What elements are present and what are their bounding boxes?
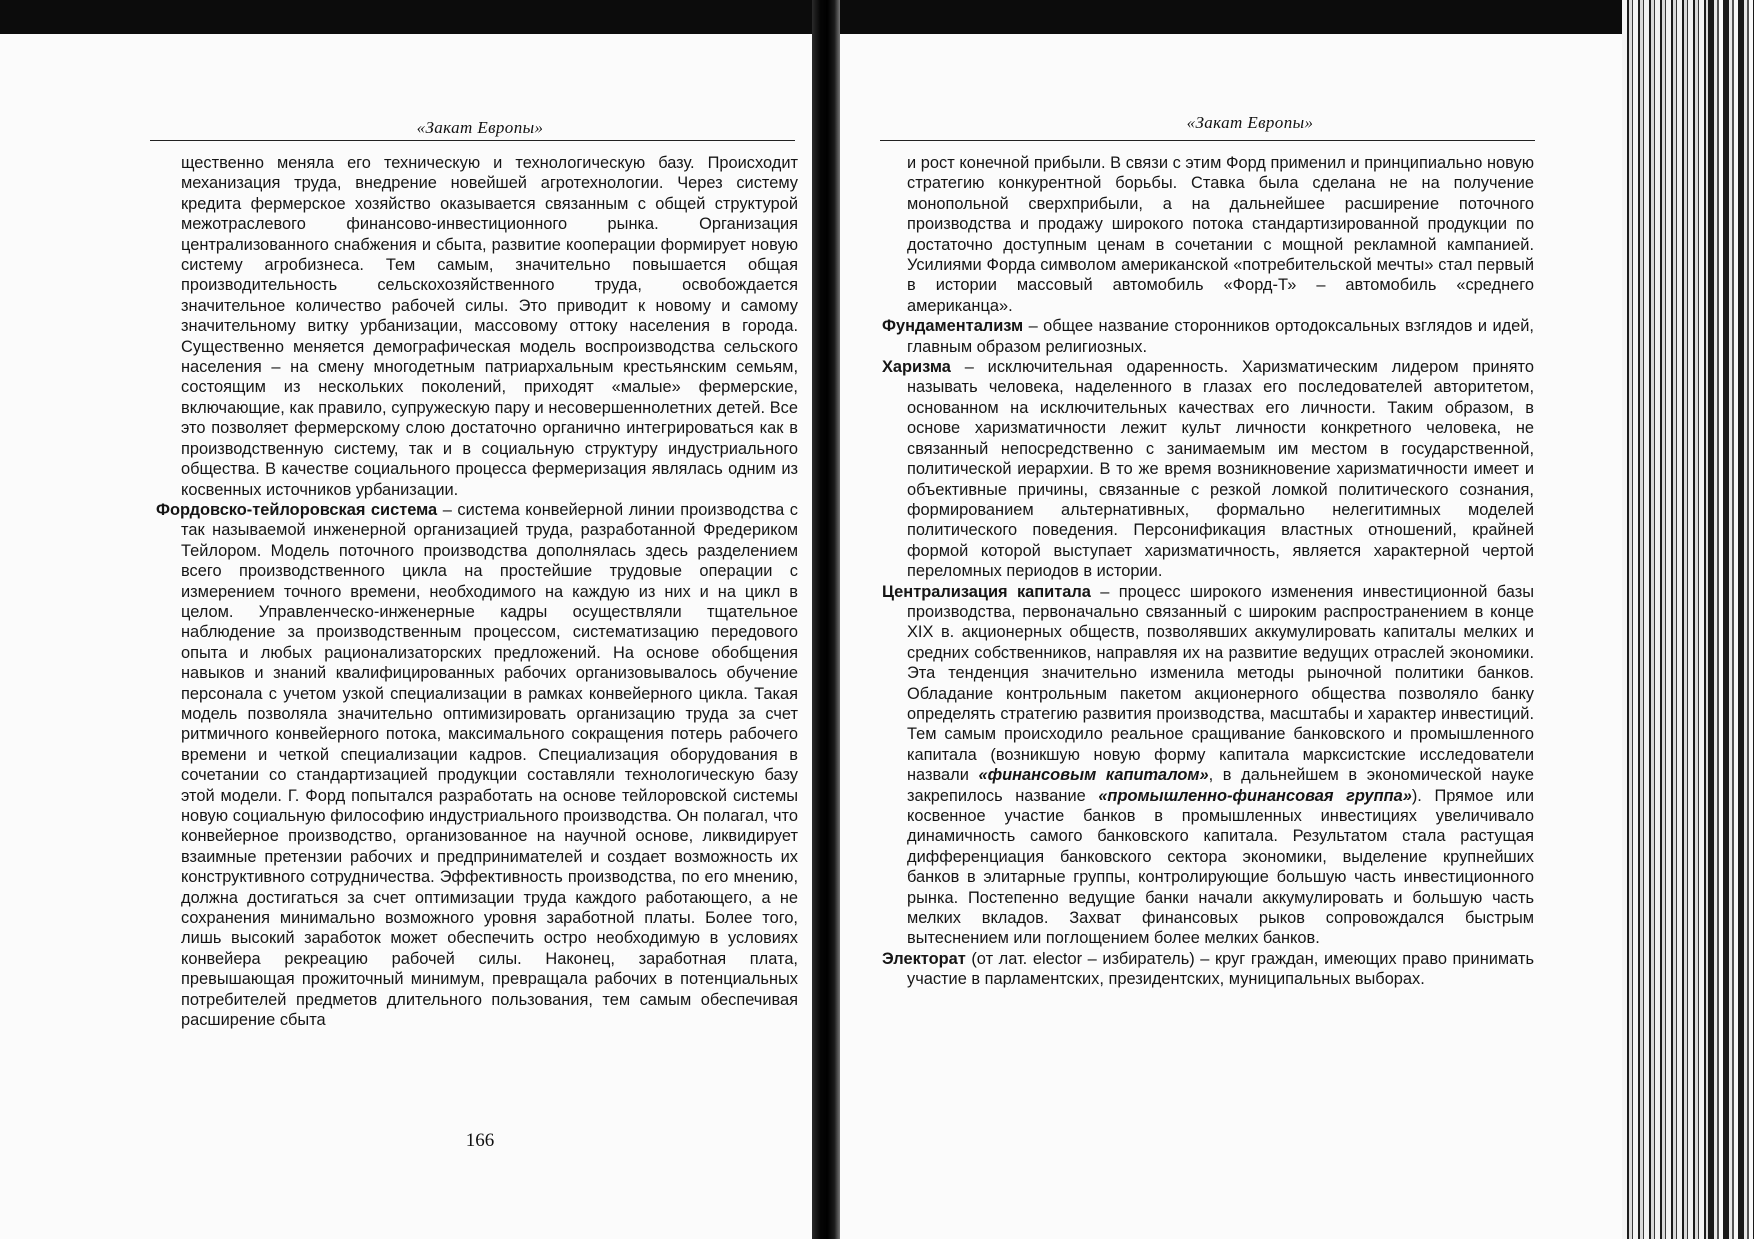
entry-fundamentalism <box>882 316 1534 357</box>
paragraph-continuation-right: и рост конечной прибыли. В связи с этим Форд применил и принципиально новую стратегию конкурентной борьбы. Ставка была сделана не на получение монопольной сверхприбыли, а на дальнейшее расширение поточного производства и продажу широкого потока стандартизированной продукции по достаточно доступным ценам в сочетании с мощной рекламной кампанией. Усилиями Форда символом американской «потребительской мечты» стал первый в истории массовый автомобиль «Форд-Т» – автомобиль «среднего американца». <box>907 154 1534 315</box>
page-number: 166 <box>465 1130 495 1151</box>
term-capital-centralization: Централизация капитала <box>882 582 1091 601</box>
entry-electorate <box>882 949 1534 990</box>
left-head-rule <box>150 140 795 141</box>
right-page-text <box>882 153 1534 990</box>
paragraph-continuation: щественно меняла его техническую и технологическую базу. Происходит механизация труда, внедрение новейшей агротехнологии. Через систему кредита фермерское хозяйство оказывается связанным с общей структурой межотраслевого финансово-инвестиционного рынка. Организация централизованного снабжения и сбыта, развитие кооперации формирует новую систему агробизнеса. Тем самым, значительно повышается общая производительность сельскохозяйственного труда, освобождается значительное количество рабочей силы. Это приводит к новому и самому значительному витку урбанизации, массовому оттоку населения в города. Существенно меняется демографическая модель воспроизводства сельского населения – на смену многодетным патриархальным крестьянским семьям, состоящим из нескольких поколений, приходят «малые» фермерские, включающие, как правило, супружескую пару и несовершеннолетних детей. Все это позволяет фермерскому слою достаточно органично интегрироваться как в производственную систему, так и в социальную структуру индустриального общества. В качестве социального процесса фермеризация являлась одним из косвенных источников урбанизации. <box>181 154 798 499</box>
emphasis-industrial-financial-group: «промышленно-финансовая группа» <box>1098 786 1412 805</box>
right-head-rule <box>880 140 1535 141</box>
term-electorate: Электорат <box>882 949 966 968</box>
entry-charisma <box>882 357 1534 581</box>
emphasis-financial-capital: «финансовым капиталом» <box>978 766 1209 785</box>
definition-capital-centralization-part3: ). Прямое или косвенное участие банков в промышленных инвестициях увеличивало динамичность самого банковского капитала. Результатом стала растущая дифференциация банковского сектора экономики, выделение крупнейших банков в элитарные группы, контролирующие большую часть инвестиционного рынка. Постепенно ведущие банки начали аккумулировать и большую часть мелких вкладов. Захват финансовых рыков сопровождался быстрым вытеснением или поглощением более мелких банков. <box>907 786 1535 948</box>
term-fundamentalism: Фундаментализм <box>882 317 1024 336</box>
definition-fundamentalism: – общее название сторонников ортодоксальных взглядов и идей, главным образом религиозных. <box>907 317 1534 356</box>
definition-capital-centralization-part1: – процесс широкого изменения инвестиционной базы производства, первоначально связанный с широким распространением в конце XIX в. акционерных обществ, позволявших аккумулировать капиталы мелких и средних собственников, направляя их на развитие ведущих отраслей экономики. Эта тенденция значительно изменила методы рыночной политики банков. Обладание контрольным пакетом акционерного общества позволяло банку определять стратегию развития производства, масштабы и характер инвестиций. Тем самым происходило реальное сращивание банковского и промышленного капитала (возникшую новую форму капитала марксистские исследователи назвали <box>907 582 1534 785</box>
book-gutter <box>812 0 840 1239</box>
definition-ford-taylor-system: – система конвейерной линии производства с так называемой инженерной организацией труда, разработанной Фредериком Тейлором. Модель поточного производства дополнялась здесь разделением всего производственного цикла на простейшие трудовые операции с измерением точного времени, необходимого на каждую из них и на цикл в целом. Управленческо-инженерные кадры осуществляли тщательное наблюдение за производственным процессом, систематизацию передового опыта и любых рационализаторских предложений. На основе обобщения навыков и знаний квалифицированных рабочих организовывалось обучение персонала с учетом узкой специализации в рамках конвейерного цикла. Такая модель позволяла значительно оптимизировать организацию труда за счет ритмичного конвейерного потока, максимального сокращения потерь рабочего времени и четкой специализации кадров. Специализация оборудования в сочетании со стандартизацией продукции составляли технологическую базу этой модели. Г. Форд попытался разработать на основе тейлоровской системы новую социальную философию индустриального производства. Он полагал, что конвейерное производство, организованное на научной основе, ликвидирует взаимные претензии рабочих и предпринимателей и создает возможность их конструктивного сотрудничества. Эффективность производства, по его мнению, должна достигаться за счет оптимизации труда каждого работающего, а не сохранения минимально возможного уровня заработной платы. Более того, лишь высокий заработок может обеспечить остро необходимую в условиях конвейера рекреацию рабочей силы. Наконец, заработная плата, превышающая прожиточный минимум, превращала рабочих в потенциальных потребителей предметов длительного пользования, тем самым обеспечивая расширение сбыта <box>181 500 798 1030</box>
definition-electorate: (от лат. elector – избиратель) – круг граждан, имеющих право принимать участие в парламентских, президентских, муниципальных выборах. <box>907 949 1534 989</box>
entry-ford-taylor-system <box>156 500 798 1031</box>
left-page-text <box>156 153 798 1030</box>
definition-capital-centralization-part2: , в дальнейшем в экономической науке закрепилось название <box>907 766 1534 805</box>
right-running-head: «Закат Европы» <box>1186 113 1314 132</box>
term-ford-taylor-system: Фордовско-тейлоровская система <box>156 500 438 519</box>
definition-charisma: – исключительная одаренность. Харизматическим лидером принято называть человека, наделенного в глазах его последователей авторитетом, основанном на исключительных качествах его личности. Таким образом, в основе харизматичности лежит культ личности конкретного человека, не связанный непосредственно с занимаемым им местом в государственной, политической иерархии. В то же время возникновение харизматичности имеет и объективные причины, связанные с резкой ломкой политического сознания, формированием альтернативных, формально нелегитимных моделей политического поведения. Персонификация властных отношений, крайней формой которой выступает харизматичность, является характерной чертой переломных периодов в истории. <box>907 358 1534 581</box>
entry-capital-centralization <box>882 582 1534 949</box>
term-charisma: Харизма <box>882 358 951 377</box>
left-running-head: «Закат Европы» <box>416 118 544 137</box>
scan-top-border <box>0 0 1754 34</box>
page-stack-outer-edge <box>1708 0 1754 1239</box>
